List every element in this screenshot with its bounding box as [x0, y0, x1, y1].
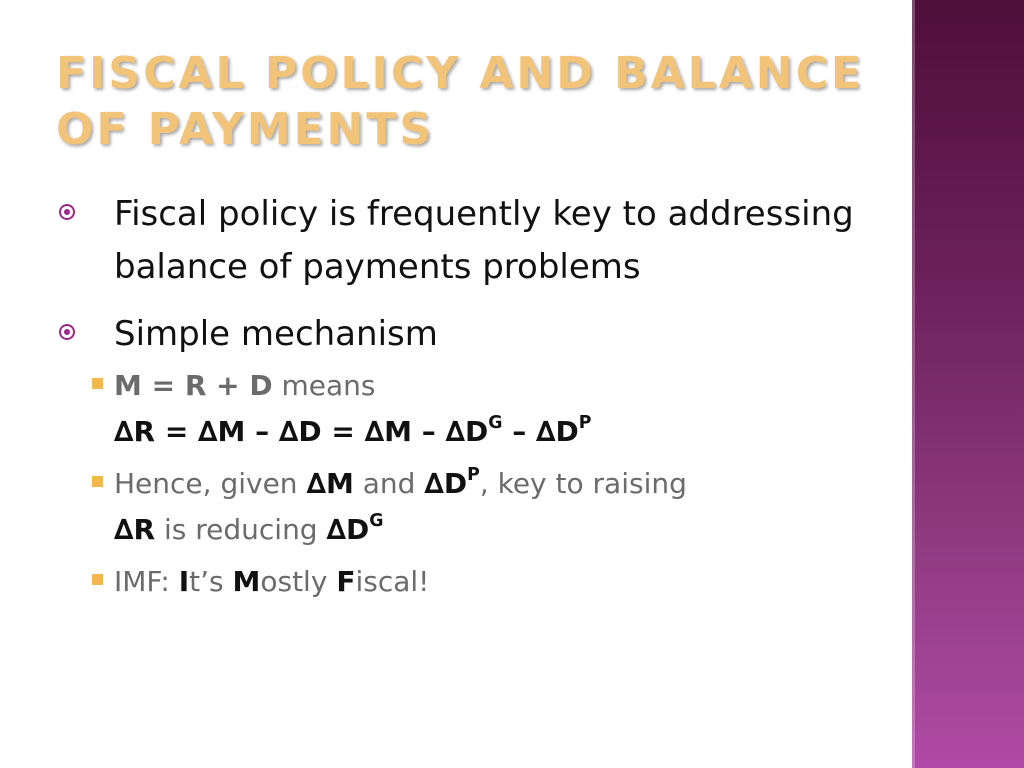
imf-text-part: iscal!	[355, 565, 430, 598]
emph-f: F	[336, 565, 356, 598]
square-bullet-icon	[92, 476, 103, 487]
delta-dg: $\Delta D^G$	[326, 510, 384, 546]
reducing-text: is reducing	[155, 513, 327, 546]
emph-m: M	[232, 565, 261, 598]
equation-text: M = R + D	[114, 369, 273, 402]
imf-text-part: ostly	[260, 565, 337, 598]
bullet-text: Simple mechanism	[114, 314, 438, 354]
delta-m: ∆M	[306, 467, 354, 500]
bullet-item	[58, 308, 878, 361]
delta-dp: $\Delta D^P$	[424, 464, 480, 500]
key-text: , key to raising	[479, 467, 687, 500]
imf-label: IMF:	[114, 565, 179, 598]
slide-title: FISCAL POLICY AND BALANCE OF PAYMENTS	[56, 48, 864, 155]
delta-r: ∆R	[114, 513, 156, 546]
bullet-text: Fiscal policy is frequently key to addressing balance of payments problems	[114, 194, 854, 287]
sub-bullet-item	[58, 461, 878, 553]
hence-text: Hence, given	[114, 467, 307, 500]
square-bullet-icon	[92, 574, 103, 585]
and-text: and	[353, 467, 425, 500]
decorative-side-band	[912, 0, 1024, 768]
sub-bullet-item	[58, 559, 878, 605]
slide-content	[58, 188, 878, 611]
circle-bullet-icon	[59, 324, 75, 340]
bullet-item	[58, 188, 878, 294]
square-bullet-icon	[92, 378, 103, 389]
means-text: means	[272, 369, 376, 402]
sub-bullet-item	[58, 363, 878, 455]
delta-equation: $\Delta R = \Delta M - \Delta D = \Delta M - \Delta D^G - \Delta D^P$	[114, 412, 592, 448]
circle-bullet-icon	[59, 204, 75, 220]
emph-i: I	[178, 565, 190, 598]
imf-text-part: t’s	[189, 565, 233, 598]
